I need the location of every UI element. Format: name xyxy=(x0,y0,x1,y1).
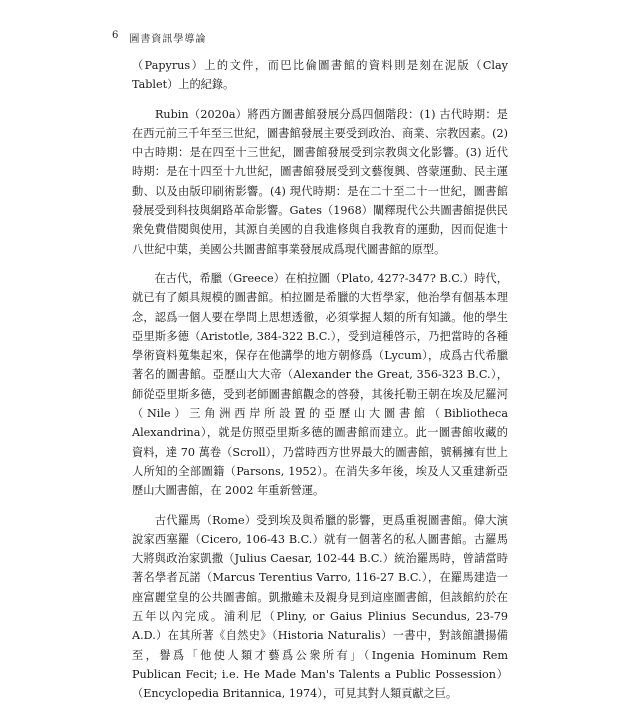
paragraph: Rubin（2020a）將西方圖書館發展分爲四個階段：(1) 古代時期：是在西元前三千年至三世紀，圖書館發展主要受到政治、商業、宗教因素。(2) 中古時期：是在四至十三世紀，圖書館發展受到宗教與文化影響。(3) 近代時期：是在十四至十九世紀，圖書館發展受到文藝復興、啓蒙運動、民主運動、以及由版印刷術影響。(4) 現代時期：是在二十至二十一世紀，圖書館發展受到科技與網路革命影響。Gates（1968）闡釋現代公共圖書館提供民衆免費借閱與使用，其源自美國的自我進修與自我教育的運動，因而促進十八世紀中葉，美國公共圖書館事業發展成爲現代圖書館的原型。 xyxy=(132,107,508,256)
book-title: 圖書資訊學導論 xyxy=(129,34,207,45)
page-number: 6 xyxy=(112,30,120,41)
running-head xyxy=(112,30,206,45)
paragraph: （Papyrus）上的文件，而巴比倫圖書館的資料則是刻在泥版（Clay Tablet）上的紀錄。 xyxy=(132,59,508,92)
paragraph: 古代羅馬（Rome）受到埃及與希臘的影響，更爲重視圖書館。偉大演說家西塞羅（Cicero, 106-43 B.C.）就有一個著名的私人圖書館。古羅馬大將與政治家凱撒（Julius Caesar, 102-44 B.C.）統治羅馬時，曾請當時著名學者瓦諾（Marcus Terentius Varro, 116-27 B.C.），在羅馬建造一座富麗堂皇的公共圖書館。凱撒雖未及親身見到這座圖書館，但該館約於在五年以內完成。浦利尼（Pliny, or Gaius Plinius Secundus, 23-79 A.D.）在其所著《自然史》（Historia Naturalis）一書中，對該館讚揚備至，譽爲「他使人類才藝爲公衆所有」（Ingenia Hominum Rem Publican Fecit; i.e. He Made Man's Talents a Public Possession）（Encyclopedia Britannica, 1974），可見其對人類貢獻之巨。 xyxy=(132,513,508,701)
paragraph: 在古代，希臘（Greece）在柏拉圖（Plato, 427?-347? B.C.）時代，就已有了頗具規模的圖書館。柏拉圖是希臘的大哲學家，他治學有個基本理念，認爲一個人要在學問上思想透徹，必須掌握人類的所有知識。他的學生亞里斯多德（Aristotle, 384-322 B.C.），受到這種啓示，乃把當時的各種學術資料蒐集起來，保存在他講學的地方朝修爲（Lycum），成爲古代希臘著名的圖書館。亞歷山大大帝（Alexander the Great, 356-323 B.C.），師從亞里斯多德，受到老師圖書館觀念的啓發，其後托勒王朝在埃及尼羅河（Nile）三角洲西岸所設置的亞歷山大圖書館（Bibliotheca Alexandrina），就是仿照亞里斯多德的圖書館而建立。此一圖書館收藏的資料，達 70 萬卷（Scroll），乃當時西方世界最大的圖書館，號稱擁有世上人所知的全部圖籍（Parsons, 1952）。在消失多年後，埃及人又重建新亞歷山大圖書館，在 2002 年重新營運。 xyxy=(132,271,508,498)
body-text xyxy=(132,56,508,704)
